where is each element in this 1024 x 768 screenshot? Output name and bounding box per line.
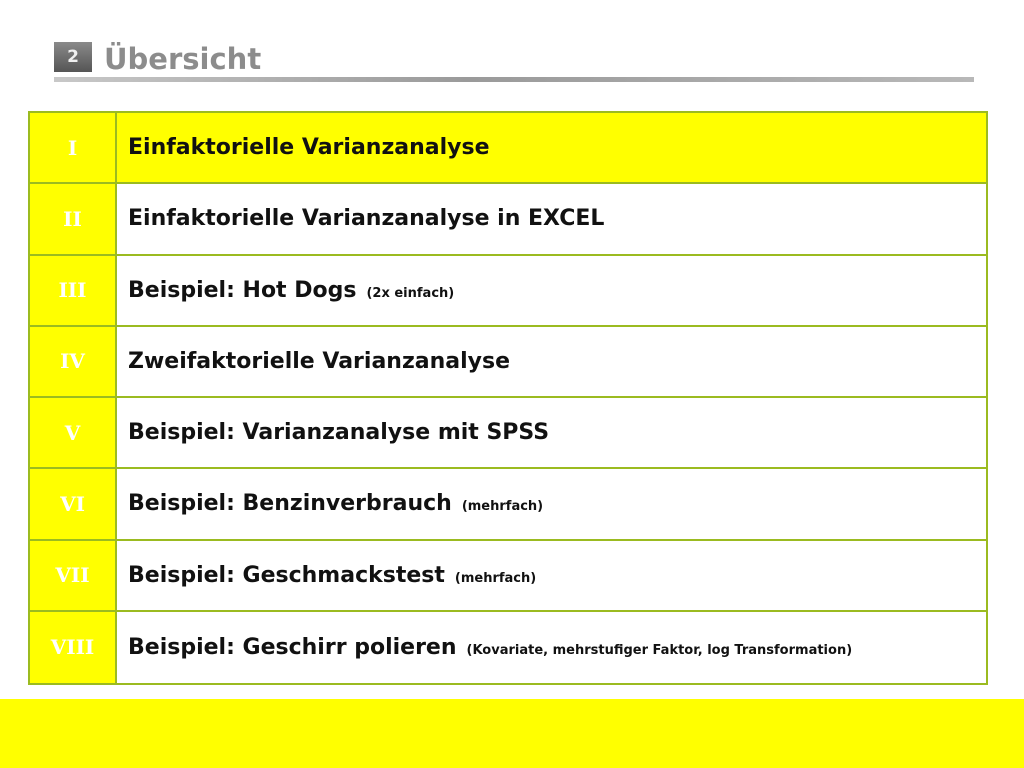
table-row-2 (30, 184, 986, 255)
row-title: Beispiel: Geschmackstest (128, 562, 445, 588)
row-title-cell (117, 184, 986, 253)
row-numeral: VI (30, 469, 117, 538)
table-row-6 (30, 469, 986, 540)
table-row-7 (30, 541, 986, 612)
slide-number-badge: 2 (54, 42, 92, 72)
overview-table (28, 111, 988, 685)
row-note: (mehrfach) (461, 499, 544, 515)
row-numeral: V (30, 398, 117, 467)
row-title: Einfaktorielle Varianzanalyse (128, 135, 490, 161)
table-row-5 (30, 398, 986, 469)
row-title: Einfaktorielle Varianzanalyse in EXCEL (128, 206, 605, 232)
row-title: Beispiel: Hot Dogs (128, 277, 357, 303)
row-note: (2x einfach) (366, 285, 455, 301)
page-title: Übersicht (104, 42, 262, 76)
row-numeral: III (30, 256, 117, 325)
table-row-4 (30, 327, 986, 398)
row-numeral: IV (30, 327, 117, 396)
row-numeral: VII (30, 541, 117, 610)
row-numeral: VIII (30, 612, 117, 683)
row-numeral: II (30, 184, 117, 253)
row-title: Zweifaktorielle Varianzanalyse (128, 348, 511, 374)
row-title-cell (117, 398, 986, 467)
row-numeral: I (30, 113, 117, 182)
table-row-8 (30, 612, 986, 683)
table-row-1 (30, 113, 986, 184)
footer-bar (0, 699, 1024, 768)
row-title-cell (117, 327, 986, 396)
row-title: Beispiel: Geschirr polieren (128, 634, 457, 660)
row-note: (mehrfach) (454, 570, 537, 586)
row-title-cell (117, 612, 986, 683)
row-title-cell (117, 256, 986, 325)
row-title-cell (117, 469, 986, 538)
row-note: (Kovariate, mehrstufiger Faktor, log Transformation) (466, 642, 853, 658)
row-title: Beispiel: Varianzanalyse mit SPSS (128, 420, 550, 446)
table-row-3 (30, 256, 986, 327)
title-divider (54, 77, 974, 82)
row-title-cell (117, 541, 986, 610)
row-title: Beispiel: Benzinverbrauch (128, 491, 452, 517)
row-title-cell (117, 113, 986, 182)
